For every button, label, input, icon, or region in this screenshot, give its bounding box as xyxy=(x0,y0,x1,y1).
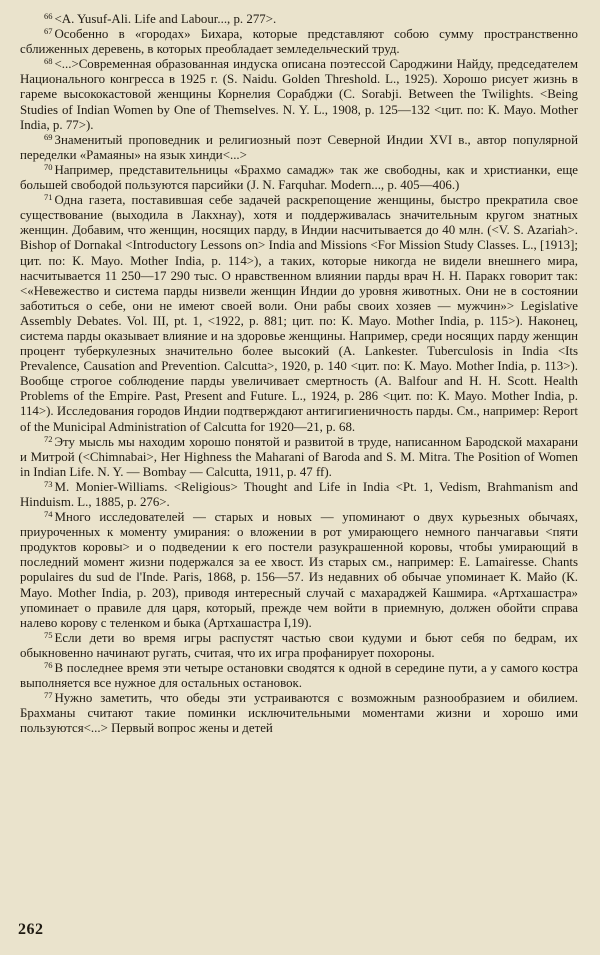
footnote-number: 71 xyxy=(44,192,53,203)
endnote-text: <...>Современная образованная индуска описана поэтессой Сароджини Найду, председателем Национального конгресса в 1925 г. (S. Naidu. Golden Threshold. L., 1925). Хорошо рисует жизнь в гареме высококастовой женщины Корнелия Сорабджи (C. Sorabji. Between the Twilights. <Being Studies of Indian Women by One of Themselves. N. Y. L., 1908, p. 125—132 <цит. по: К. Мауо. Mother India, p. 77>). xyxy=(20,57,578,132)
endnote-76 xyxy=(20,661,578,691)
endnote-text: Особенно в «городах» Бихара, которые представляют собою сумму пространственно сближенных деревень, в которых преобладает земледельческий труд. xyxy=(20,27,578,57)
footnote-number: 74 xyxy=(44,509,53,520)
endnotes xyxy=(20,12,578,737)
endnote-text: Одна газета, поставившая себе задачей раскрепощение женщины, быстро прекратила свое существование (выходила в Лакхнау), хотя и поддерживалась значительным кругом знатных женщин. Добавим, что женщин, носящих парду, в Индии насчитывается до 40 млн. (<V. S. Azariah>. Bishop of Dornakal <Introductory Lessons on> India and Missions <For Mission Study Classes. L., [1913]; цит. по: К. Мауо. Mother India, p. 114>), а таких, которые никогда не видели внешнего мира, насчитывается 11 250—17 290 тыс. О нравственном влиянии парды врач Н. Н. Паракх говорит так: <«Невежество и система парды низвели женщин Индии до уровня животных. Они не в состоянии заботиться о себе, они не имеют своей воли. Они рабы своих хозяев — мужчин»> Legislative Assembly Debates. Vol. III, pt. 1, <1922, p. 881; цит. по: К. Мауо. Mother India, p. 115>). Наконец, система парды оказывает влияние и на здоровье женщины. Например, среди носящих парду женщин процент туберкулезных значительно более высокий (A. Lankester. Tuberculosis in India <Its Prevalence, Causation and Prevention. Calcutta>, 1920, p. 140 <цит. по: К. Мауо. Mother India, p. 113>). Вообще строгое соблюдение парды увеличивает смертность (A. Balfour and H. H. Scott. Health Problems of the Empire. Past, Present and Future. L., 1924, p. 286 <цит. по: К. Мауо. Mother India, p. 114>). Исследования городов Индии подтверждают антигигиеничность парды. См., например: Report of the Municipal Administration of Calcutta for 1920—21, p. 68. xyxy=(20,193,578,434)
endnote-75 xyxy=(20,631,578,661)
footnote-number: 72 xyxy=(44,433,53,444)
endnote-text: Эту мысль мы находим хорошо понятой и развитой в труде, написанном Бародской махарани и Митрой (<Chimnabai>, Her Highness the Maharani of Baroda and S. M. Mitra. The Position of Women in Indian Life. N. Y. — Bombay — Calcutta, 1911, p. 47 ff). xyxy=(20,434,578,479)
footnote-number: 69 xyxy=(44,131,53,142)
endnote-72 xyxy=(20,435,578,480)
footnote-number: 68 xyxy=(44,56,53,67)
endnote-69 xyxy=(20,133,578,163)
endnote-text: Знаменитый проповедник и религиозный поэт Северной Индии XVI в., автор популярной переделки «Рамаяны» на язык хинди<...> xyxy=(20,132,578,162)
endnote-77 xyxy=(20,691,578,736)
endnote-73 xyxy=(20,480,578,510)
endnote-text: M. Monier-Williams. <Religious> Thought and Life in India <Pt. 1, Vedism, Brahmanism and Hinduism. L., 1885, p. 276>. xyxy=(20,479,578,509)
footnote-number: 70 xyxy=(44,161,53,172)
endnote-text: В последнее время эти четыре остановки сводятся к одной в середине пути, а у самого костра выполняется все нужное для остальных остановок. xyxy=(20,661,578,691)
endnote-71 xyxy=(20,193,578,435)
endnote-66 xyxy=(20,12,578,27)
footnote-number: 67 xyxy=(44,26,53,37)
footnote-number: 76 xyxy=(44,660,53,671)
endnote-text: <A. Yusuf-Ali. Life and Labour..., p. 277>. xyxy=(54,12,277,26)
endnote-text: Нужно заметить, что обеды эти устраиваются с возможным разнообразием и обилием. Брахманы считают такие поминки исключительными моментами жизни и хорошо ими пользуются<...> Первый вопрос жены и детей xyxy=(20,691,578,736)
footnote-number: 75 xyxy=(44,629,53,640)
endnote-text: Например, представительницы «Брахмо самадж» так же свободны, как и христианки, еще большей свободой пользуются парсийки (J. N. Farquhar. Modern..., p. 405—406.) xyxy=(20,162,578,193)
footnote-number: 77 xyxy=(44,690,53,701)
page-number: 262 xyxy=(18,921,44,938)
endnote-text: Много исследователей — старых и новых — упоминают о двух курьезных обычаях, приуроченных к моменту умирания: о вложении в рот умирающего немного панчагавьи <пяти продуктов коровы> и о подведении к его постели разукрашенной коровы, чтобы умирающий в последний момент жизни подержался за ее хвост. Из старых см., например: E. Lamairesse. Chants populaires du sud de l'Inde. Paris, 1868, p. 156—57. Из недавних об обычае упоминает К. Майо (К. Мауо. Mother India, p. 203), приводя интересный случай с махараджей Кашмира. «Артхашастра» упоминает о правиле для царя, который, прежде чем войти в приемную, должен обойти справа налево корову с теленком и быка (Артхашастра I,19). xyxy=(20,510,578,630)
footnote-number: 66 xyxy=(44,11,53,21)
endnote-70 xyxy=(20,163,578,193)
endnote-text: Если дети во время игры распустят частью свои кудуми и бьют себя по бедрам, их обыкновенно начинают ругать, считая, что их игра профанирует похороны. xyxy=(20,630,578,660)
endnote-74 xyxy=(20,510,578,631)
endnote-68 xyxy=(20,57,578,132)
endnote-67 xyxy=(20,27,578,57)
footnote-number: 73 xyxy=(44,478,53,489)
